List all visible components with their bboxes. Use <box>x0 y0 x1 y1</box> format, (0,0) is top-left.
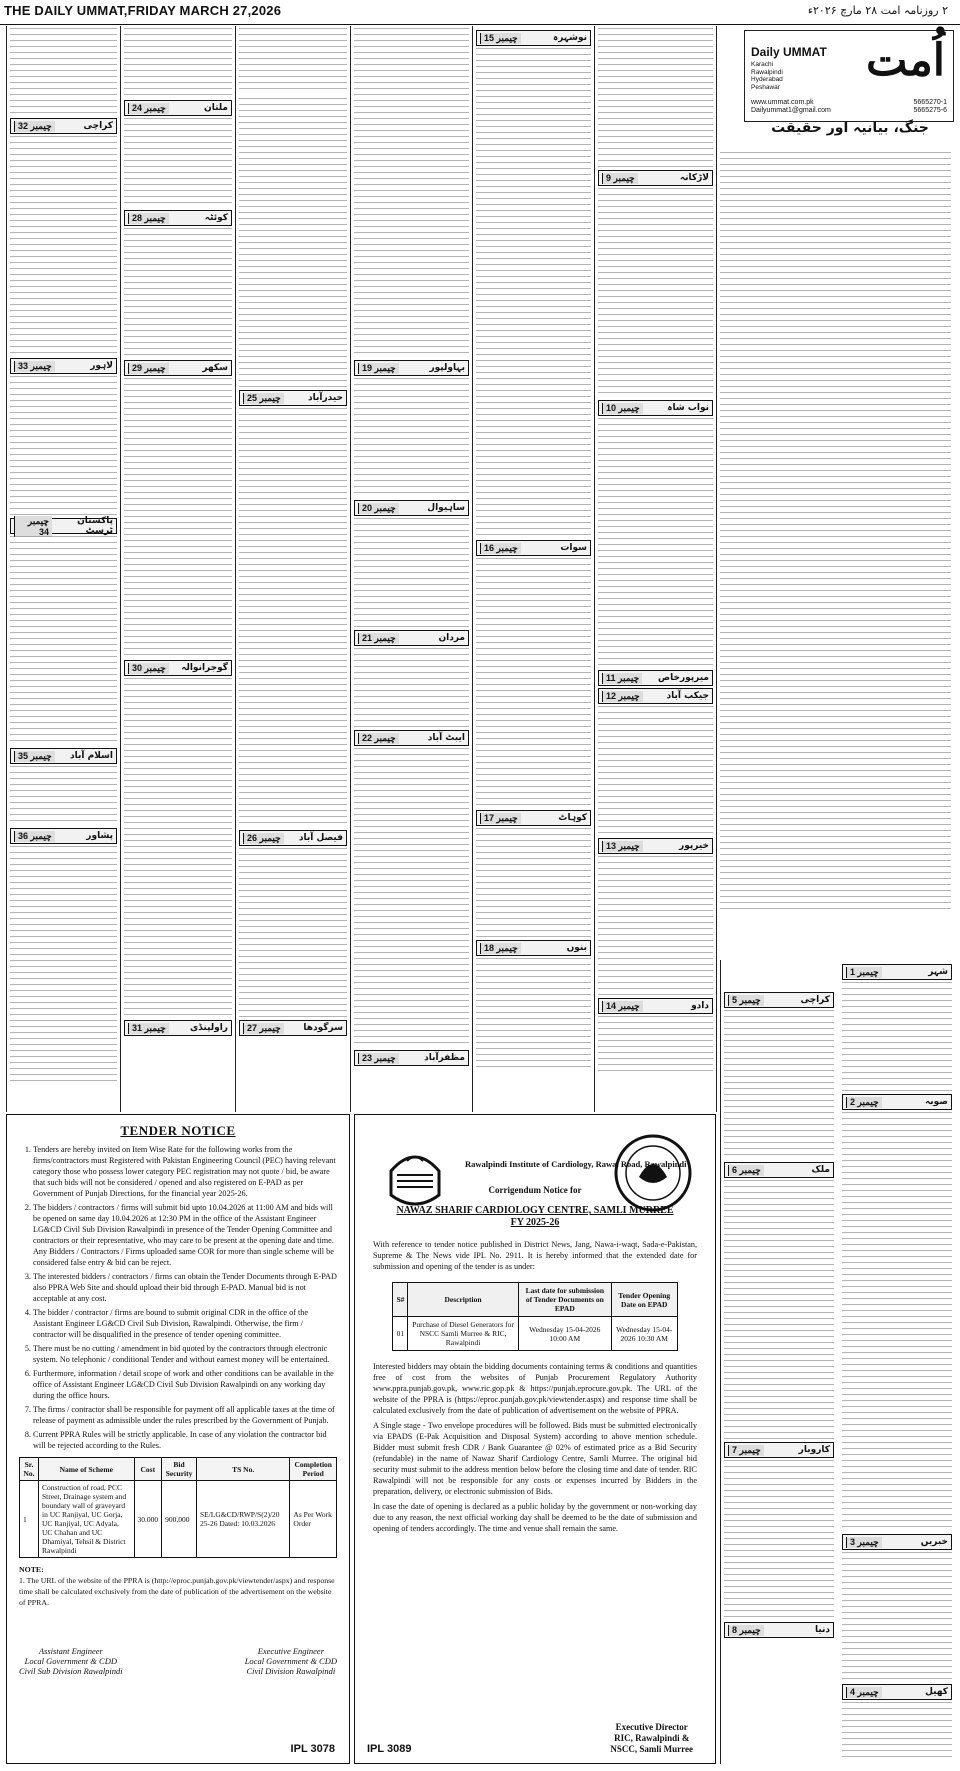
tender-item: 2. The bidders / contractors / firms will submit bid upto 10.04.2026 at 11:00 AM and bids will be opened on same day 10.04.2026 at 12:30 PM in the office of the Assistant Engineer LG&CD Civil Sub Division Rawalpindi in presence of the Tender Opening Committee and contractors or their representative, who may care to be present at the opening date and time. Any Bidders / Contractors / Firms uploaded same COR for more than single scheme will be considered false entry & bid can be reject. <box>33 1202 337 1268</box>
table-row: 1 Construction of road, PCC Street, Drainage system and boundary wall of graveyard in UC Ranjiyal, UC Gorja, UC Ranjiyal, UC Adyala, UC Chahan and UC Dhamiyal, Tehsil & District Rawalpindi 30.000 900,000 SE/LG&CD/RWP/S(2)/20 25-26 Dated: 10.03.2026 As Per Work Order <box>20 1481 337 1558</box>
editorial-column <box>716 26 954 1112</box>
headline: میرپورخاص چیمبر 11 <box>598 670 713 686</box>
headline: کوئٹہ چیمبر 28 <box>124 210 232 226</box>
notice-paragraph: In case the date of opening is declared as a public holiday by the government or non-working day due to any reason, the next official working day shall be deemed to be the date of submission and opening of tenders accordingly. The time and venue shall remain the same. <box>373 1502 697 1533</box>
signature-left: Assistant Engineer Local Government & CDD Civil Sub Division Rawalpindi <box>19 1646 123 1676</box>
institute-name: Rawalpindi Institute of Cardiology, Rawal Road, Rawalpindi <box>465 1159 687 1169</box>
headline: ملک چیمبر 6 <box>724 1162 834 1178</box>
notice-paragraph: Interested bidders may obtain the bidding documents containing terms & conditions and quantities free of cost from the websites of Punjab Procurement Regulatory Authority www.ppra.punjab.gov.pk, www.ric.gop.pk & https://punjab.eprocure.gov.pk. The URL of the website of the PPRA is (https://eproc.punjab.gov.pk/viewtender.aspx) and response time shall be calculated exclusively from the date of publication of advertisement on the website of PPRA. <box>373 1362 697 1415</box>
page-header-date-en: THE DAILY UMMAT,FRIDAY MARCH 27,2026 <box>4 3 282 18</box>
headline: خبریں چیمبر 3 <box>842 1534 952 1550</box>
table-header: Bid Security <box>162 1458 197 1481</box>
news-column-5 <box>472 26 594 1112</box>
headline: جیکب آباد چیمبر 12 <box>598 688 713 704</box>
director-signature: Executive Director RIC, Rawalpindi & NSCC, Samli Murree <box>610 1722 693 1754</box>
editorial-title: جنگ، بیانیہ اور حقیقت <box>771 120 929 136</box>
tender-title: TENDER NOTICE <box>120 1123 236 1138</box>
corrigendum-ipl: IPL 3089 <box>367 1743 412 1755</box>
headline: کراچی چیمبر 5 <box>724 992 834 1008</box>
tender-signatures <box>19 1646 337 1676</box>
headline: سرگودھا چیمبر 27 <box>239 1020 347 1036</box>
tender-item: 1. Tenders are hereby invited on Item Wise Rate for the following works from the firms/contractors must Registered with Pakistan Engineering Council (PEC) having relevant category those who possess lower category PEC registration may not quote / bid, be aware that such bids will not be considered / opened and also registered on E-PAD as per Government of Punjab Directions, for the financial year 2025-26. <box>33 1144 337 1199</box>
table-row: 01 Purchase of Diesel Generators for NSCC Samli Murree & RIC, Rawalpindi Wednesday 15-04-2026 10:00 AM Wednesday 15-04-2026 10:30 AM <box>393 1317 677 1351</box>
table-header: Completion Period <box>290 1458 337 1481</box>
classified-columns <box>720 960 955 1764</box>
tender-item: 3. The interested bidders / contractors / firms can obtain the Tender Documents through E-PAD also PPRA Web Site and should upload their bid through E-PAD. Manual bid is not acceptable at any cost. <box>33 1271 337 1304</box>
news-column-1 <box>6 26 120 1112</box>
masthead-cities: Karachi Rawalpindi Hyderabad Peshawar <box>751 61 783 91</box>
headline: لاڑکانہ چیمبر 9 <box>598 170 713 186</box>
news-column-6 <box>594 26 716 1112</box>
schedule-table: S# Description Last date for submission of Tender Documents on EPAD Tender Opening Date on EPAD 01 Purchase of Diesel Generators for NSCC Samli Murree & RIC, Rawalpindi Wednesday 15-04-2026 10:00 AM Wednesday 15-04-2026 10:30 AM <box>392 1282 677 1351</box>
headline: نوشہرہ چیمبر 15 <box>476 30 591 46</box>
headline: ساہیوال چیمبر 20 <box>354 500 469 516</box>
notice-intro: With reference to tender notice published in District News, Jang, Nawa-i-waqt, Sada-e-Pakistan, Supreme & The News vide IPL No. 2911. It is hereby informed that the extended date for submission and opening of the tender is as under: <box>373 1240 697 1271</box>
punjab-emblem-icon <box>383 1141 447 1213</box>
page-header <box>0 0 960 25</box>
headline: فیصل آباد چیمبر 26 <box>239 830 347 846</box>
headline: شہر چیمبر 1 <box>842 964 952 980</box>
headline: مردان چیمبر 21 <box>354 630 469 646</box>
tender-ipl: IPL 3078 <box>290 1743 335 1755</box>
masthead-logo: اُمت <box>866 35 945 86</box>
headline: نواب شاہ چیمبر 10 <box>598 400 713 416</box>
corrigendum-notice <box>354 1114 716 1764</box>
tender-item: 5. There must be no cutting / amendment in bid quoted by the contractors through electronic system. No telephonic / conditional Tender and without earnest money will be entertained. <box>33 1343 337 1365</box>
tender-item: 8. Current PPRA Rules will be strictly applicable. In case of any violation the contractor bid will be rejected according to the Rules. <box>33 1429 337 1451</box>
headline: بہاولپور چیمبر 19 <box>354 360 469 376</box>
headline: دنیا چیمبر 8 <box>724 1622 834 1638</box>
masthead-brand: Daily UMMAT <box>751 45 827 59</box>
headline: ملتان چیمبر 24 <box>124 100 232 116</box>
news-column-4 <box>350 26 472 1112</box>
ric-seal-icon <box>613 1133 693 1213</box>
project-title: NAWAZ SHARIF CARDIOLOGY CENTRE, SAMLI MURREE FY 2025-26 <box>396 1205 674 1228</box>
news-column-2 <box>120 26 235 1112</box>
tender-note: NOTE: 1. The URL of the website of the PPRA is (http://eproc.punjab.gov.pk/viewtender/aspx) and response time shall be calculated exclusively from the date of publication of the advertisement on the website of PPRA. <box>19 1565 335 1607</box>
tender-item: 6. Furthermore, information / detail scope of work and other conditions can be available in the office of Assistant Engineer LG&CD Civil Sub Division Rawalpindi on any working day during the office hours. <box>33 1368 337 1401</box>
headline: پشاور چیمبر 36 <box>10 828 117 844</box>
headline: مظفرآباد چیمبر 23 <box>354 1050 469 1066</box>
tender-item: 7. The firms / contractor shall be responsible for payment off all applicable taxes at the time of release of payment as admissible under the rules prescribed by the Government of Punjab. <box>33 1404 337 1426</box>
table-header: Name of Scheme <box>38 1458 134 1481</box>
headline: دادو چیمبر 14 <box>598 998 713 1014</box>
tender-table <box>19 1457 337 1558</box>
headline: کوہاٹ چیمبر 17 <box>476 810 591 826</box>
notice-paragraph: A Single stage - Two envelope procedures will be followed. Bids must be submitted electronically via EPADS (E-Pak Acquisition and Disposal System) according to above mention schedule. Bidder must submit fresh CDR / Bank Guarantee @ 02% of estimated price as a Bid Security (refundable) in the name of Nawaz Sharif Cardiology Centre, Samli Murree. The original bid security must submit to the address mention below before the closing time and date of tender. RIC Rawalpindi will not be responsible for any costs or expenses incurred by Bidders in the preparation, delivery, or electronic submission of Bids. <box>373 1421 697 1496</box>
table-header: Sr. No. <box>20 1458 39 1481</box>
table-header: Cost <box>134 1458 162 1481</box>
headline: لاہور چیمبر 33 <box>10 358 117 374</box>
headline: راولپنڈی چیمبر 31 <box>124 1020 232 1036</box>
headline: سکھر چیمبر 29 <box>124 360 232 376</box>
classified-column-right <box>839 960 955 1764</box>
signature-right: Executive Engineer Local Government & CDD Civil Division Rawalpindi <box>244 1646 337 1676</box>
headline: کھیل چیمبر 4 <box>842 1684 952 1700</box>
headline: گوجرانوالہ چیمبر 30 <box>124 660 232 676</box>
masthead-phones: 5665270-1 5665275-6 <box>913 99 947 114</box>
headline: حیدرآباد چیمبر 25 <box>239 390 347 406</box>
headline: کاروبار چیمبر 7 <box>724 1442 834 1458</box>
news-column-3 <box>235 26 350 1112</box>
tender-items <box>19 1144 337 1451</box>
notice-title: Corrigendum Notice for <box>488 1185 582 1195</box>
headline: پاکستان ٹرسٹ چیمبر 34 <box>10 518 117 534</box>
headline: اسلام آباد چیمبر 35 <box>10 748 117 764</box>
headline: سوات چیمبر 16 <box>476 540 591 556</box>
headline: خیرپور چیمبر 13 <box>598 838 713 854</box>
classified-column-left <box>721 960 837 1764</box>
tender-notice <box>6 1114 350 1764</box>
table-header: TS No. <box>196 1458 289 1481</box>
notice-body <box>373 1235 697 1538</box>
masthead <box>744 30 954 122</box>
headline: بنوں چیمبر 18 <box>476 940 591 956</box>
tender-item: 4. The bidder / contractor / firms are bound to submit original CDR in the office of the Assistant Engineer LG&CD Civil Sub Division, Rawalpindi. Otherwise, the firm / contractor will be disqualified in the presence of tender opening committee. <box>33 1307 337 1340</box>
news-columns <box>0 26 960 1112</box>
headline: صوبہ چیمبر 2 <box>842 1094 952 1110</box>
headline: کراچی چیمبر 32 <box>10 118 117 134</box>
masthead-web: www.ummat.com.pk Dailyummat1@gmail.com <box>751 99 831 114</box>
headline: ایبٹ آباد چیمبر 22 <box>354 730 469 746</box>
page-header-date-ur: ۲ روزنامہ امت ۲۸ مارچ ۲۰۲۶ء <box>807 4 948 17</box>
